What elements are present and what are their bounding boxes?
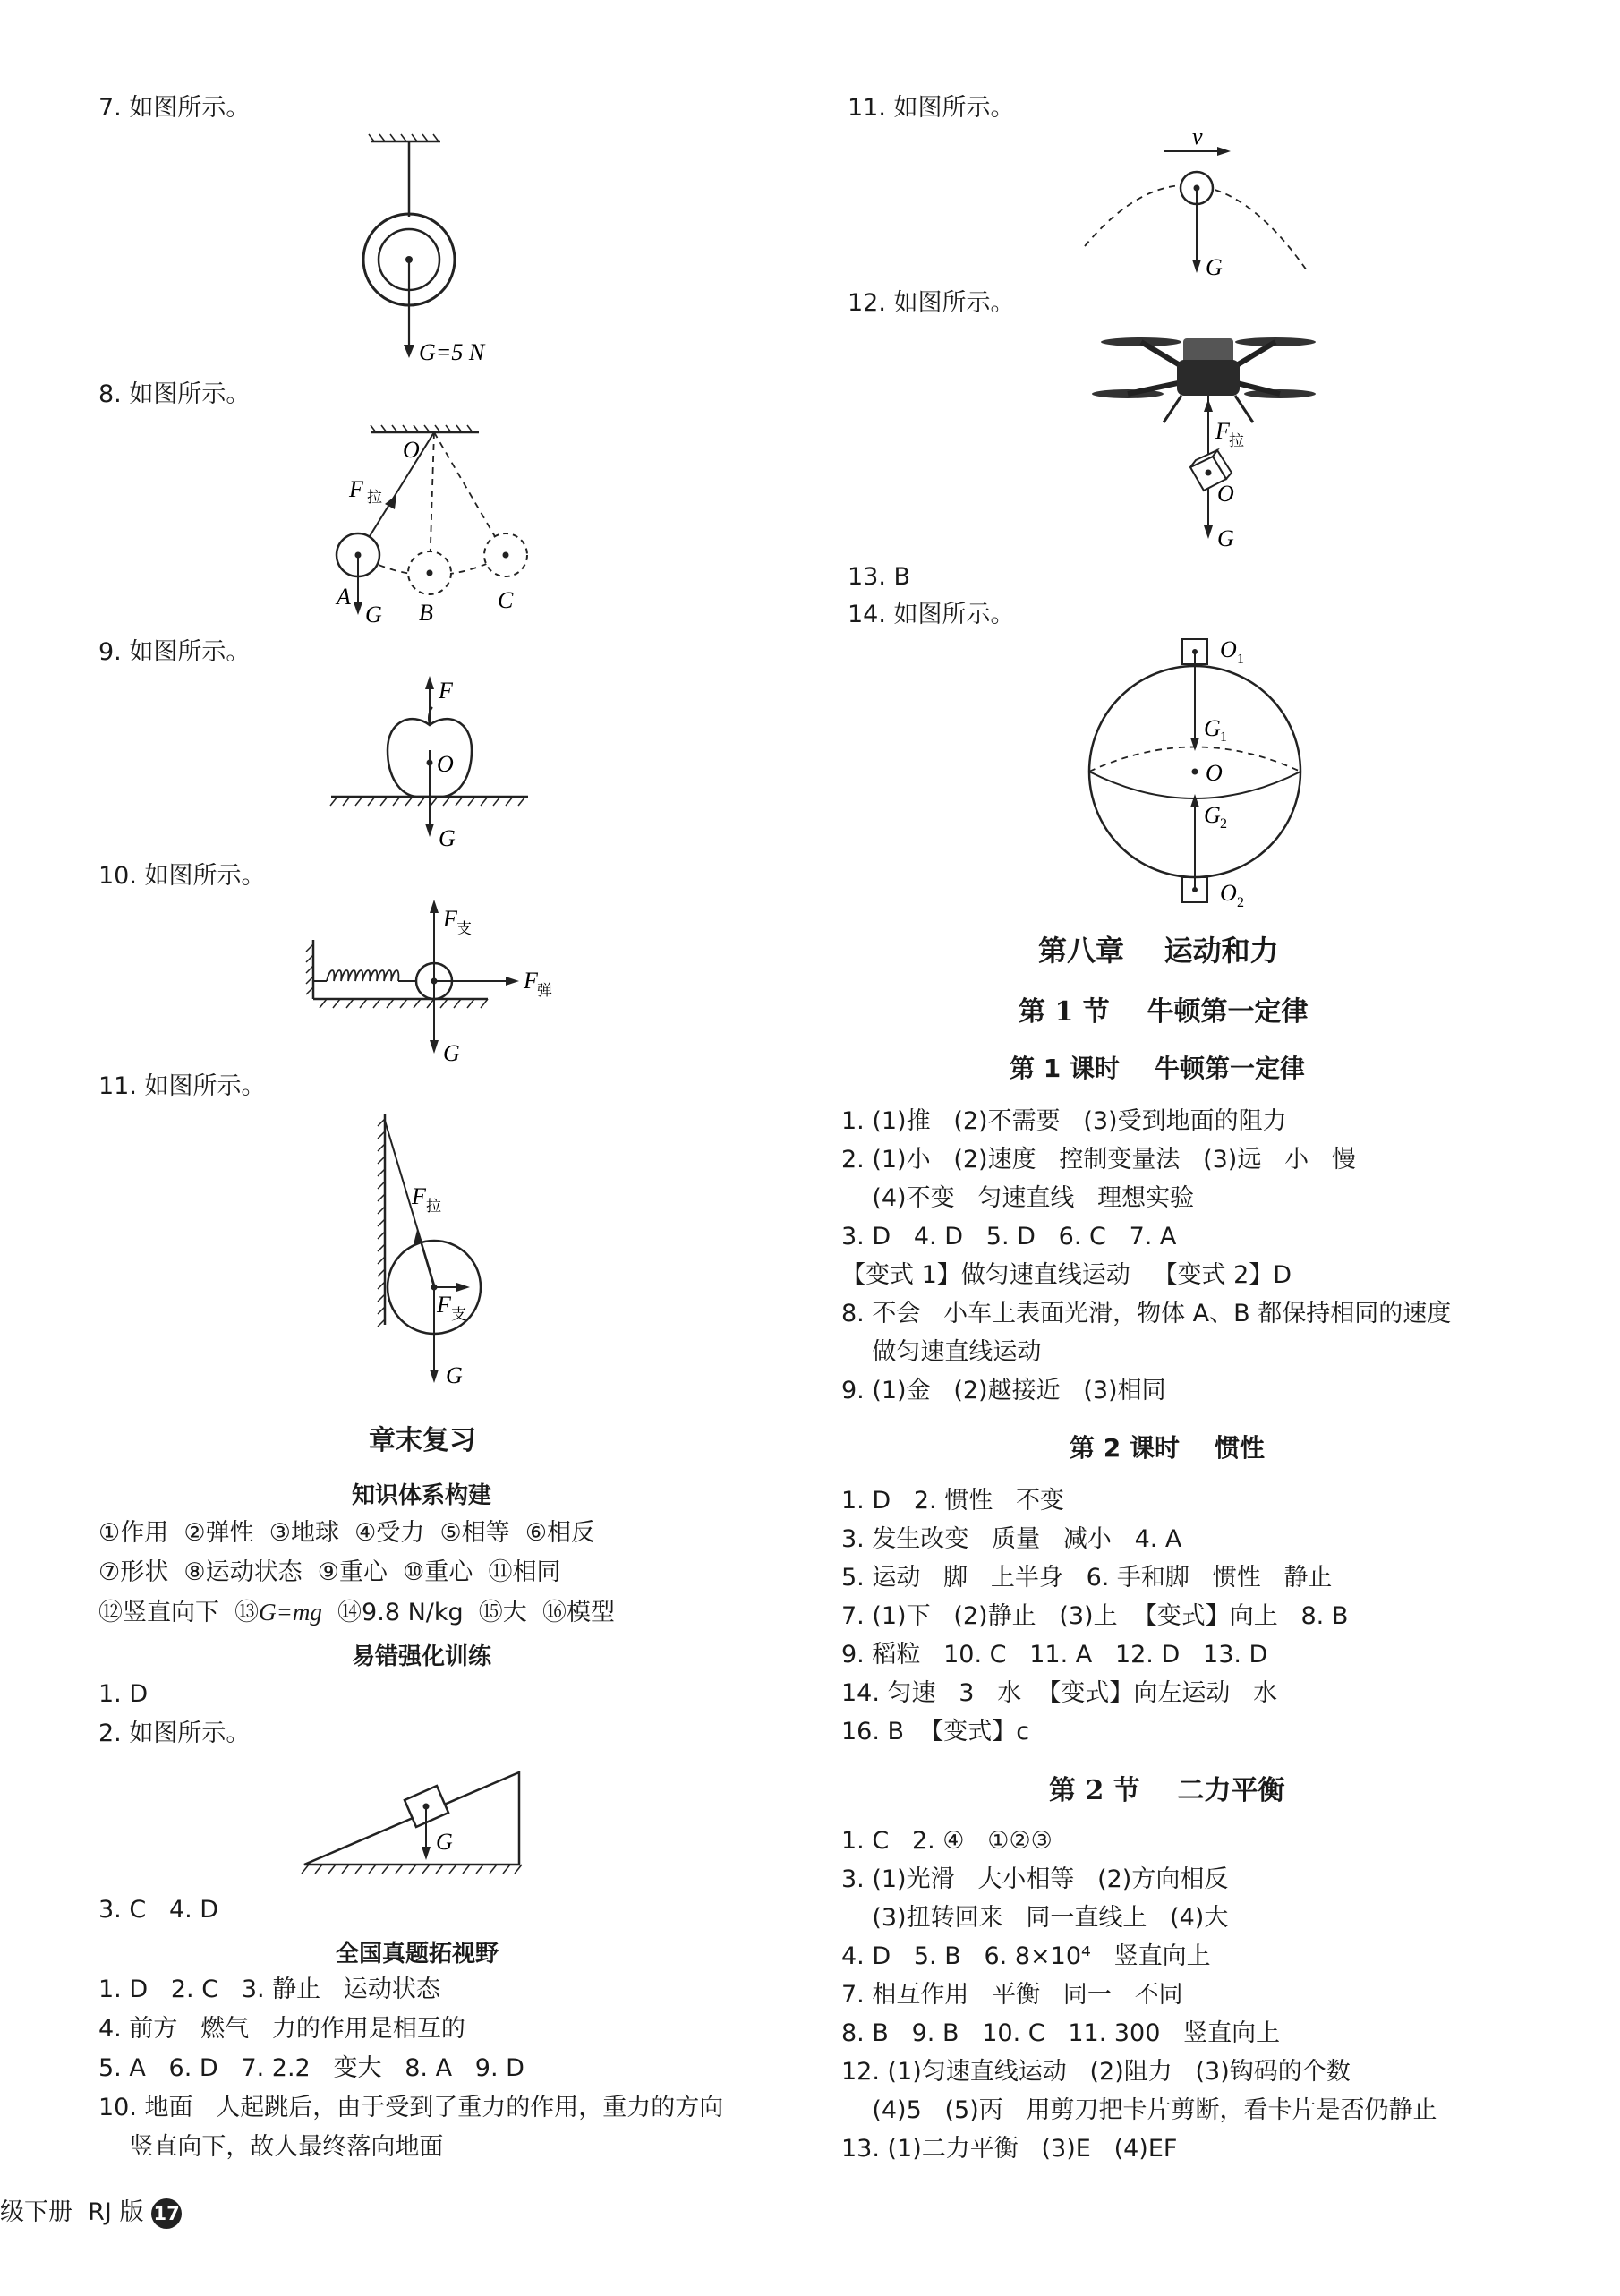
svg-text:拉: 拉: [1229, 432, 1244, 449]
svg-text:O: O: [1220, 636, 1237, 662]
q7-diagram: [358, 134, 537, 376]
svg-text:G: G: [443, 1040, 460, 1066]
svg-text:F: F: [524, 968, 538, 994]
svg-text:F: F: [439, 678, 453, 704]
error-q34: 3. C 4. D: [98, 1896, 219, 1924]
svg-text:O: O: [403, 437, 420, 463]
svg-text:G: G: [365, 602, 382, 627]
r-q11-label: 11. 如图所示。: [848, 94, 1015, 122]
svg-text:1: 1: [1220, 730, 1227, 745]
lesson1-line-1: 1. (1)推 (2)不需要 (3)受到地面的阻力: [841, 1107, 1287, 1135]
q10-diagram: [304, 895, 600, 1074]
knowledge-line-2: ⑦形状 ⑧运动状态 ⑨重心 ⑩重心 ⑪相同: [98, 1558, 561, 1586]
section2-title: 第 2 节 二力平衡: [1049, 1775, 1285, 1806]
q8-label: 8. 如图所示。: [98, 380, 251, 408]
svg-text:G: G: [446, 1362, 463, 1388]
q7-g-label: G=5 N: [419, 339, 485, 365]
lesson2-line-3: 5. 运动 脚 上半身 6. 手和脚 惯性 静止: [841, 1564, 1333, 1592]
lesson2-line-4: 7. (1)下 (2)静止 (3)上 【变式】向上 8. B: [841, 1602, 1349, 1630]
svg-text:O: O: [1206, 760, 1223, 786]
svg-text:O: O: [1220, 880, 1237, 906]
q11-diagram: [358, 1110, 537, 1405]
svg-text:支: 支: [451, 1306, 466, 1323]
section2-line-7: 12. (1)匀速直线运动 (2)阻力 (3)钩码的个数: [841, 2058, 1351, 2086]
sphere-diagram: [1079, 636, 1302, 910]
section2-line-3: (3)扭转回来 同一直线上 (4)大: [841, 1904, 1229, 1932]
national-line-2: 4. 前方 燃气 力的作用是相互的: [98, 2015, 465, 2043]
knowledge-line-1: ①作用 ②弹性 ③地球 ④受力 ⑤相等 ⑥相反: [98, 1519, 596, 1547]
r-q13: 13. B: [848, 563, 911, 591]
lesson2-line-7: 16. B 【变式】c: [841, 1718, 1030, 1745]
svg-text:G: G: [1204, 715, 1221, 741]
q7-label: 7. 如图所示。: [98, 94, 251, 122]
national-title: 全国真题拓视野: [336, 1941, 499, 1967]
svg-text:F: F: [1215, 418, 1230, 444]
svg-text:拉: 拉: [426, 1198, 441, 1215]
section2-line-8: (4)5 (5)丙 用剪刀把卡片剪断，看卡片是否仍静止: [841, 2096, 1437, 2124]
error-q2: 2. 如图所示。: [98, 1720, 251, 1747]
lesson2-line-2: 3. 发生改变 质量 减小 4. A: [841, 1525, 1182, 1553]
svg-text:G: G: [1204, 802, 1221, 828]
projectile-diagram: [1074, 124, 1325, 291]
svg-text:G: G: [439, 825, 456, 851]
q9-label: 9. 如图所示。: [98, 638, 251, 666]
section1-title: 第 1 节 牛顿第一定律: [1019, 996, 1309, 1028]
r-q12-label: 12. 如图所示。: [848, 289, 1015, 317]
lesson1-title: 第 1 课时 牛顿第一定律: [1010, 1054, 1305, 1083]
page-number-badge: 17: [151, 2198, 182, 2229]
svg-text:O: O: [437, 751, 454, 777]
section2-line-2: 3. (1)光滑 大小相等 (2)方向相反: [841, 1865, 1229, 1893]
svg-text:O: O: [1217, 481, 1234, 507]
svg-text:F: F: [412, 1183, 426, 1209]
lesson2-line-6: 14. 匀速 3 水 【变式】向左运动 水: [841, 1679, 1278, 1707]
svg-text:G: G: [1217, 525, 1234, 551]
q9-diagram: [327, 671, 541, 850]
chapter-title: 第八章 运动和力: [1038, 934, 1279, 968]
svg-text:G: G: [436, 1829, 453, 1855]
lesson2-title: 第 2 课时 惯性: [1070, 1433, 1265, 1463]
q10-label: 10. 如图所示。: [98, 862, 266, 890]
national-line-4: 10. 地面 人起跳后，由于受到了重力的作用，重力的方向: [98, 2094, 724, 2121]
lesson1-line-5: 【变式 1】做匀速直线运动 【变式 2】D: [841, 1261, 1292, 1289]
r-q14-label: 14. 如图所示。: [848, 601, 1015, 628]
svg-text:C: C: [498, 587, 514, 613]
q11-label: 11. 如图所示。: [98, 1072, 266, 1100]
svg-text:A: A: [337, 584, 351, 610]
section2-line-5: 7. 相互作用 平衡 同一 不同: [841, 1981, 1183, 2009]
section2-line-9: 13. (1)二力平衡 (3)E (4)EF: [841, 2135, 1178, 2163]
svg-text:v: v: [1192, 124, 1203, 149]
lesson1-line-2: 2. (1)小 (2)速度 控制变量法 (3)远 小 慢: [841, 1146, 1356, 1174]
lesson1-line-3: (4)不变 匀速直线 理想实验: [841, 1184, 1195, 1212]
svg-text:G: G: [1206, 254, 1223, 280]
section2-line-6: 8. B 9. B 10. C 11. 300 竖直向上: [841, 2019, 1281, 2047]
svg-text:2: 2: [1237, 895, 1244, 910]
svg-text:2: 2: [1220, 816, 1227, 832]
svg-text:1: 1: [1237, 652, 1244, 667]
section2-line-4: 4. D 5. B 6. 8×10⁴ 竖直向上: [841, 1942, 1211, 1970]
svg-text:F: F: [443, 906, 457, 932]
knowledge-line-3: ⑫竖直向下 ⑬G=mg ⑭9.8 N/kg ⑮大 ⑯模型: [98, 1599, 615, 1626]
svg-text:F: F: [349, 476, 363, 502]
lesson2-line-1: 1. D 2. 惯性 不变: [841, 1487, 1064, 1515]
svg-text:F: F: [437, 1292, 451, 1318]
knowledge-title: 知识体系构建: [352, 1482, 492, 1509]
lesson1-line-8: 9. (1)金 (2)越接近 (3)相同: [841, 1377, 1166, 1404]
error-title: 易错强化训练: [352, 1643, 492, 1670]
svg-text:拉: 拉: [367, 489, 382, 506]
section2-line-1: 1. C 2. ④ ①②③: [841, 1827, 1053, 1855]
chapter-review-title: 章末复习: [369, 1425, 476, 1456]
svg-text:支: 支: [456, 920, 472, 937]
lesson1-line-4: 3. D 4. D 5. D 6. C 7. A: [841, 1223, 1177, 1250]
drone-diagram: [1092, 322, 1316, 559]
lesson2-line-5: 9. 稻粒 10. C 11. A 12. D 13. D: [841, 1641, 1268, 1669]
national-line-1: 1. D 2. C 3. 静止 运动状态: [98, 1976, 440, 2003]
svg-text:B: B: [419, 600, 433, 626]
incline-diagram: [300, 1754, 533, 1880]
footer-grade: 级下册 RJ 版 17: [0, 2198, 182, 2229]
q8-diagram: [322, 416, 555, 631]
lesson1-line-7: 做匀速直线运动: [841, 1338, 1042, 1366]
national-line-5: 竖直向下，故人最终落向地面: [98, 2133, 444, 2161]
lesson1-line-6: 8. 不会 小车上表面光滑，物体 A、B 都保持相同的速度: [841, 1300, 1452, 1327]
svg-text:弹: 弹: [537, 982, 552, 999]
national-line-3: 5. A 6. D 7. 2.2 变大 8. A 9. D: [98, 2054, 524, 2082]
error-q1: 1. D: [98, 1680, 149, 1708]
